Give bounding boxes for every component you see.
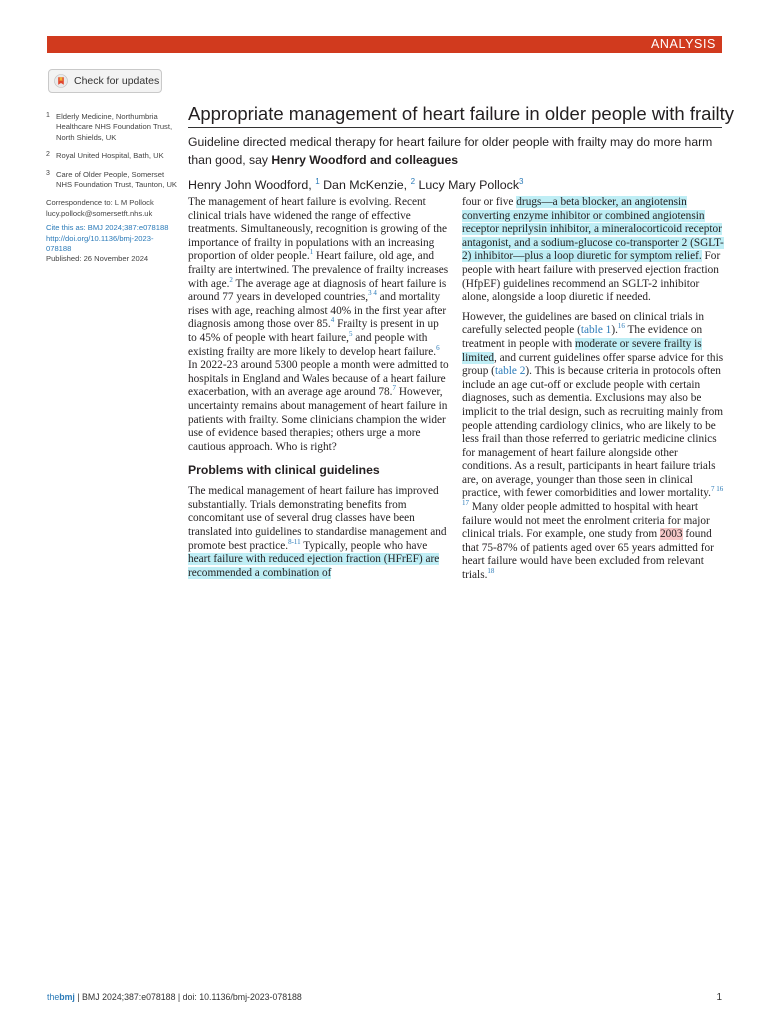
affiliation-3: [46, 170, 178, 191]
author-name: Henry John Woodford,: [188, 178, 312, 193]
standfirst-text: Guideline directed medical therapy for heart failure for older people with frailty may do more harm than good, say: [188, 135, 713, 167]
reference-link[interactable]: 6: [436, 343, 440, 352]
affiliation-text: Elderly Medicine, Northumbria Healthcare NHS Foundation Trust, North Shields, UK: [56, 112, 173, 142]
reference-link[interactable]: 5: [348, 330, 353, 339]
affiliation-text: Care of Older People, Somerset NHS Foundation Trust, Taunton, UK: [56, 169, 178, 190]
affiliation-1: [46, 112, 178, 143]
section-label: ANALYSIS: [650, 37, 716, 51]
body-column-1: [188, 196, 450, 586]
reference-link[interactable]: 18: [487, 567, 495, 576]
paragraph: The medical management of heart failure has improved substantially. Trials demonstrating benefits from concomitant use of several drug classes have been translated into guidelines to standardise management and promote best practice.$^{8-11}$ Typically, people who have heart failure with reduced ejection fraction (HFrEF) are recommended a combination of: [188, 485, 447, 579]
page-number: 1: [716, 992, 722, 1003]
author-affiliation-ref[interactable]: 1: [315, 177, 320, 186]
published-date: Published: 26 November 2024: [46, 254, 149, 264]
section-heading: Problems with clinical guidelines: [188, 463, 380, 478]
author-affiliation-ref[interactable]: 3: [519, 177, 524, 186]
reference-link[interactable]: 2: [229, 275, 233, 284]
doi-link[interactable]: http://doi.org/10.1136/bmj-2023-078188: [46, 233, 154, 254]
highlight: heart failure with reduced ejection fraction (HFrEF) are recommended a combination of: [188, 553, 440, 579]
author-list: [188, 173, 728, 194]
highlight: moderate or severe frailty is limited: [462, 337, 702, 364]
correspondence-email[interactable]: lucy.pollock@somersetft.nhs.uk: [46, 208, 153, 218]
reference-link[interactable]: 1: [309, 248, 314, 257]
author-name: Dan McKenzie,: [323, 178, 408, 193]
paragraph: four or five drugs—a beta blocker, an angiotensin converting enzyme inhibitor or combined angiotensin receptor neprilysin inhibitor, a mineralocorticoid receptor antagonist, and a sodium-glucose co-transporter 2 (SGLT-2) inhibitor—plus a loop diuretic for symptom relief. For people with heart failure with preserved ejection fraction (HfpEF) guidelines recommend an SGLT-2 inhibitor alone, alongside a loop diuretic if needed.: [462, 196, 724, 304]
affiliation-number: 1: [46, 112, 50, 119]
standfirst: [188, 133, 728, 169]
table-2-link[interactable]: table 2: [494, 365, 526, 378]
correspondence: Correspondence to: L M Pollock: [46, 198, 154, 208]
standfirst-authors: Henry Woodford and colleagues: [271, 153, 459, 167]
affiliation-number: 3: [46, 169, 50, 177]
check-for-updates-label: Check for updates: [74, 75, 160, 87]
author-affiliation-ref[interactable]: 2: [410, 177, 416, 186]
affiliation-2: [46, 151, 178, 161]
reference-link[interactable]: 4: [330, 316, 335, 325]
highlight-pink: 2003: [659, 528, 683, 541]
cite-this-as: Cite this as: BMJ 2024;387:e078188: [46, 223, 169, 233]
paragraph: The management of heart failure is evolving. Recent clinical trials have widened the range of effective treatments. Simultaneously, recognition is growing of the importance of frailty in populations with an increasing proportion of older people.$^1$ Heart failure, old age, and frailty are intertwined. The prevalence of frailty increases with age.$^2$ The average age at diagnosis of heart failure is around 77 years in developed countries,$^{3 4}$ and mortality rises with age, reaching almost 40% in the first year after diagnosis among those over 85.$^4$ Frailty is present in up to 45% of people with heart failure,$^5$ and people with existing frailty are more likely to develop heart failure.$^6$ In 2022-23 around 5300 people a month were admitted to hospitals in England and Wales because of a heart failure exacerbation, with an average age around 78.$^7$ However, uncertainty remains about management of heart failure in patients with frailty. Some clinicians champion the wider use of evidence based therapies; others urge a more cautious approach. Who is right?: [188, 196, 449, 453]
affiliation-number: 2: [46, 151, 50, 159]
reference-link[interactable]: 8-11: [288, 537, 301, 546]
bmj-logo: thebmj: [47, 992, 75, 1002]
author-name: Lucy Mary Pollock: [418, 178, 520, 193]
reference-link[interactable]: 7 16 17: [462, 485, 724, 508]
reference-link[interactable]: 16: [617, 322, 625, 331]
crossmark-icon: [54, 74, 68, 88]
title-divider: [188, 127, 722, 128]
highlight: drugs—a beta blocker, an angiotensin converting enzyme inhibitor or combined angiotensin receptor neprilysin inhibitor, a mineralocorticoid receptor antagonist, and a sodium-glucose co-transporter 2 (SGLT-2) inhibitor—plus a loop diuretic for symptom relief.: [462, 196, 724, 263]
table-1-link[interactable]: table 1: [580, 324, 612, 337]
affiliation-text: Royal United Hospital, Bath, UK: [56, 151, 164, 161]
paragraph: However, the guidelines are based on clinical trials in carefully selected people (table 1).$^{16}$ The evidence on treatment in people with moderate or severe frailty is limited, and current guidelines offer sparse advice for this group (table 2). This is because criteria in protocols often include an age cut-off or exclude people with certain diagnoses, such as dementia. Exclusions may also be implicit to the trial design, such as recruiting mainly from people attending cardiology clinics, who are likely to be less frail than those referred to geriatric medicine clinics for management of heart failure alongside other conditions. As a result, participants in heart failure trials are, on average, younger than those seen in clinical practice, with fewer comorbidities and lower mortality.$^{7 16 17}$ Many older people admitted to hospital with heart failure would not meet the enrolment criteria for major clinical trials. For example, one study from 2003 found that 75-87% of patients aged over 65 years admitted for heart failure would have been excluded from relevant trials.$^{18}$: [462, 310, 724, 582]
footer-citation: | BMJ 2024;387:e078188 | doi: 10.1136/bmj-2023-078188: [74, 992, 302, 1002]
article-title: Appropriate management of heart failure in older people with frailty: [188, 103, 735, 124]
body-column-2: [462, 196, 724, 589]
reference-link[interactable]: 7: [392, 384, 397, 393]
check-for-updates-button[interactable]: [48, 69, 162, 93]
article-sidebar: [46, 112, 178, 265]
reference-link[interactable]: 3 4: [368, 289, 377, 298]
section-banner: [47, 36, 722, 53]
page-footer: [47, 992, 722, 1002]
